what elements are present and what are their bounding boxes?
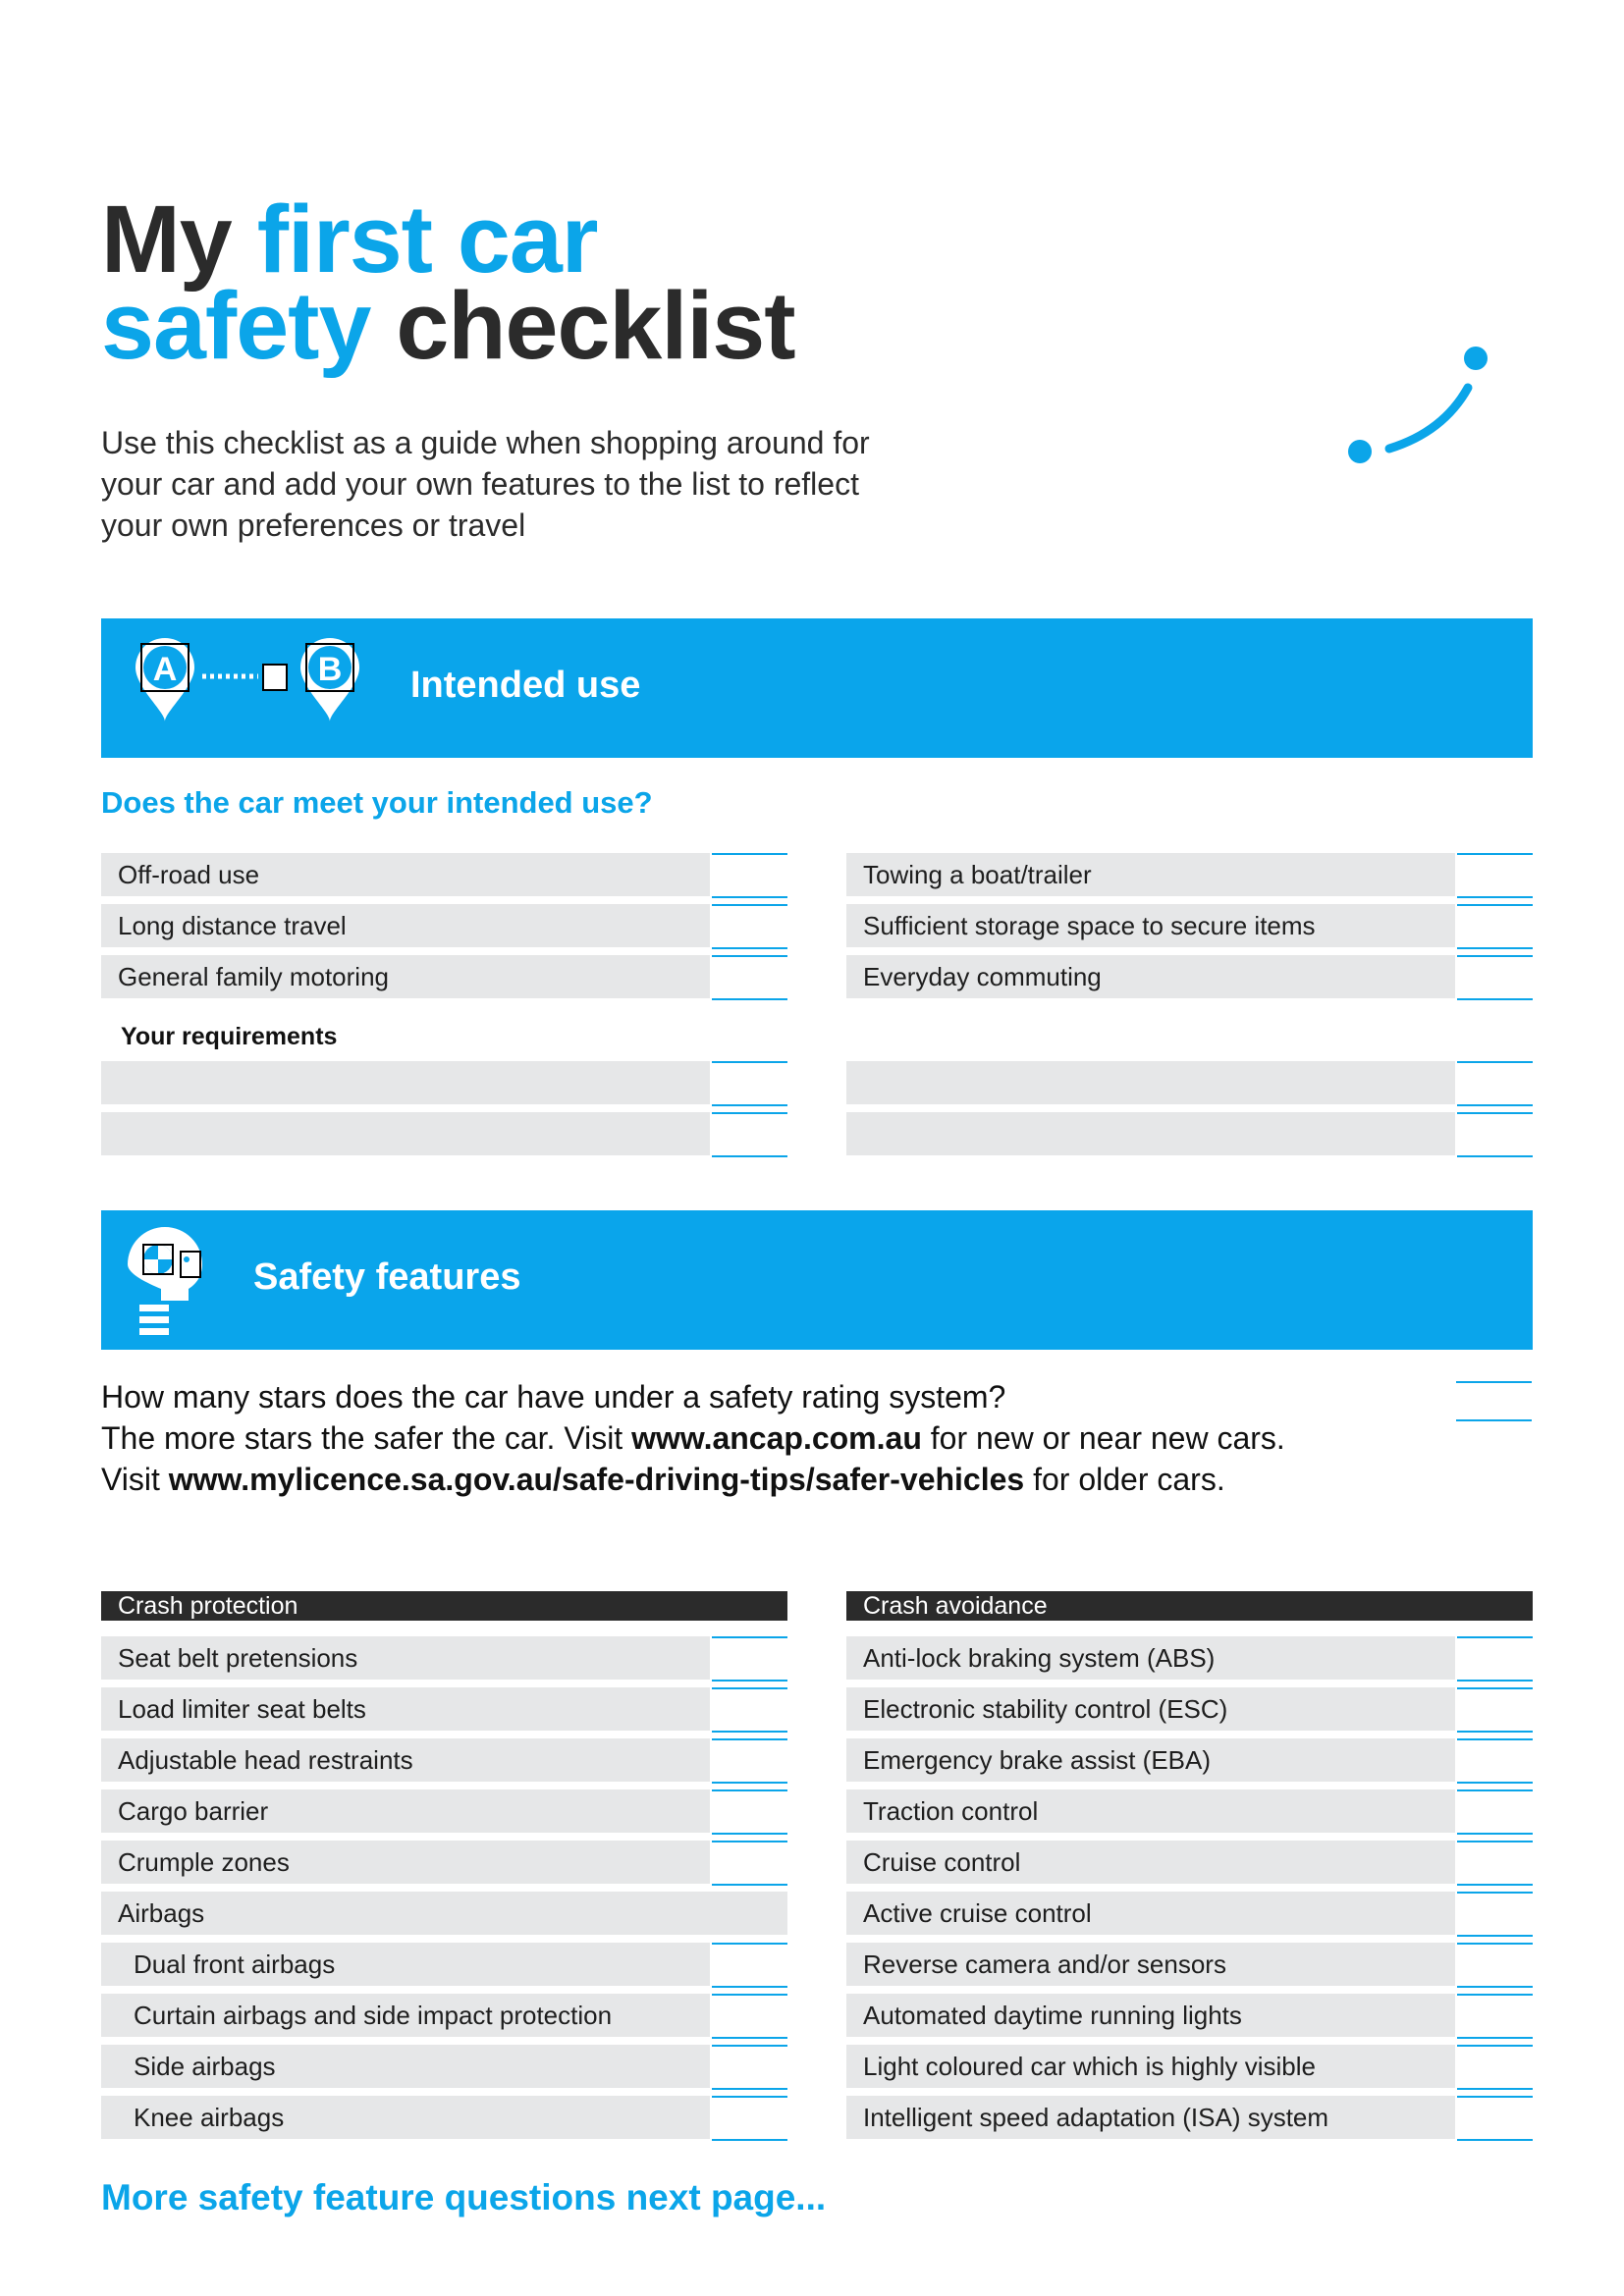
checkbox-line[interactable] xyxy=(712,1155,787,1157)
checkbox-line[interactable] xyxy=(1457,1841,1533,1842)
list-item: Electronic stability control (ESC) xyxy=(846,1687,1533,1738)
checkbox-line[interactable] xyxy=(712,1841,787,1842)
smile-logo-icon xyxy=(1335,339,1492,466)
checkbox-line[interactable] xyxy=(712,1636,787,1638)
list-item: Everyday commuting xyxy=(846,955,1533,1006)
list-item: Long distance travel xyxy=(101,904,787,955)
svg-text:A: A xyxy=(152,651,178,688)
crash-avoidance-heading: Crash avoidance xyxy=(846,1591,1533,1621)
checkbox-line[interactable] xyxy=(712,1833,787,1835)
checkbox-line[interactable] xyxy=(712,1782,787,1784)
list-item: Off-road use xyxy=(101,853,787,904)
checkbox-line[interactable] xyxy=(712,1884,787,1886)
checkbox-line[interactable] xyxy=(1457,904,1533,906)
list-item: Emergency brake assist (EBA) xyxy=(846,1738,1533,1789)
blank-row[interactable] xyxy=(846,1112,1533,1163)
checkbox-line[interactable] xyxy=(1457,2096,1533,2098)
checkbox-line[interactable] xyxy=(1457,1986,1533,1988)
list-item: Cruise control xyxy=(846,1841,1533,1892)
svg-text:B: B xyxy=(317,651,343,688)
checkbox-line[interactable] xyxy=(712,2045,787,2047)
checkbox-line[interactable] xyxy=(712,1061,787,1063)
checkbox-line[interactable] xyxy=(1457,1687,1533,1689)
checkbox-line[interactable] xyxy=(1457,1884,1533,1886)
checkbox-line[interactable] xyxy=(1457,1935,1533,1937)
list-item: Knee airbags xyxy=(101,2096,787,2147)
checkbox-line[interactable] xyxy=(1457,896,1533,898)
checkbox-line[interactable] xyxy=(1457,1155,1533,1157)
list-item: Intelligent speed adaptation (ISA) system xyxy=(846,2096,1533,2147)
checkbox-line[interactable] xyxy=(712,947,787,949)
intended-use-banner xyxy=(101,618,1533,758)
checkbox-line[interactable] xyxy=(1457,1833,1533,1835)
crash-protection-heading: Crash protection xyxy=(101,1591,787,1621)
page-title: My first car safety checklist xyxy=(101,186,795,379)
checkbox-line[interactable] xyxy=(712,2139,787,2141)
list-item: Dual front airbags xyxy=(101,1943,787,1994)
checkbox-line[interactable] xyxy=(1457,1061,1533,1063)
route-a-to-b-icon xyxy=(126,633,371,741)
safety-features-banner xyxy=(101,1210,1533,1350)
star-rating-text: How many stars does the car have under a safety rating system? The more stars the safer the car. Visit www.ancap.com.au for new or near new cars. Visit www.mylicence.sa.gov.au/safe-driving-tips/safer-vehicles for older cars. xyxy=(101,1379,1285,1497)
intro-text: Use this checklist as a guide when shopping around for your car and add your own features to the list to reflect your own preferences or travel xyxy=(101,425,870,543)
list-item-airbags-group: Airbags xyxy=(101,1892,787,1943)
intended-use-question: Does the car meet your intended use? xyxy=(101,785,653,820)
checkbox-line[interactable] xyxy=(712,1789,787,1791)
checkbox-line[interactable] xyxy=(1457,1782,1533,1784)
checkbox-line[interactable] xyxy=(1457,2088,1533,2090)
checkbox-line[interactable] xyxy=(1457,1104,1533,1106)
checkbox-line[interactable] xyxy=(712,896,787,898)
blank-row[interactable] xyxy=(846,1061,1533,1112)
list-item: Light coloured car which is highly visible xyxy=(846,2045,1533,2096)
crash-test-dummy-icon xyxy=(126,1222,224,1340)
blank-row[interactable] xyxy=(101,1112,787,1163)
checkbox-line[interactable] xyxy=(1457,2139,1533,2141)
list-item: Adjustable head restraints xyxy=(101,1738,787,1789)
list-item: Reverse camera and/or sensors xyxy=(846,1943,1533,1994)
checkbox-line[interactable] xyxy=(712,1112,787,1114)
checkbox-line[interactable] xyxy=(1457,1636,1533,1638)
your-requirements-label: Your requirements xyxy=(121,1023,338,1050)
checkbox-line[interactable] xyxy=(712,1731,787,1733)
checkbox-line[interactable] xyxy=(712,2088,787,2090)
checkbox-line[interactable] xyxy=(1457,2037,1533,2039)
checkbox-line[interactable] xyxy=(1457,1789,1533,1791)
checkbox-line[interactable] xyxy=(712,1680,787,1682)
checkbox-line[interactable] xyxy=(1457,1731,1533,1733)
checkbox-line[interactable] xyxy=(712,904,787,906)
intended-use-right-list xyxy=(846,853,1533,1006)
requirements-right-list xyxy=(846,1061,1533,1163)
list-item: Cargo barrier xyxy=(101,1789,787,1841)
checkbox-line[interactable] xyxy=(712,853,787,855)
checkbox-line[interactable] xyxy=(1457,1112,1533,1114)
list-item: Side airbags xyxy=(101,2045,787,2096)
list-item: Load limiter seat belts xyxy=(101,1687,787,1738)
checkbox-line[interactable] xyxy=(712,1943,787,1945)
checkbox-line[interactable] xyxy=(712,1986,787,1988)
list-item: Active cruise control xyxy=(846,1892,1533,1943)
checkbox-line[interactable] xyxy=(1457,1994,1533,1996)
list-item: Crumple zones xyxy=(101,1841,787,1892)
blank-row[interactable] xyxy=(101,1061,787,1112)
list-item: Traction control xyxy=(846,1789,1533,1841)
list-item: Towing a boat/trailer xyxy=(846,853,1533,904)
checkbox-line[interactable] xyxy=(1457,998,1533,1000)
crash-protection-list xyxy=(101,1636,787,2147)
checkbox-line[interactable] xyxy=(1457,1680,1533,1682)
intended-use-left-list xyxy=(101,853,787,1006)
list-item: Curtain airbags and side impact protection xyxy=(101,1994,787,2045)
checkbox-line[interactable] xyxy=(1457,1943,1533,1945)
checkbox-line[interactable] xyxy=(1457,853,1533,855)
requirements-left-list xyxy=(101,1061,787,1163)
checkbox-line[interactable] xyxy=(712,1994,787,1996)
star-rating-answer-line[interactable] xyxy=(1456,1381,1532,1383)
checkbox-line[interactable] xyxy=(1457,2045,1533,2047)
checkbox-line[interactable] xyxy=(712,955,787,957)
checkbox-line[interactable] xyxy=(1457,1892,1533,1894)
checkbox-line[interactable] xyxy=(712,2037,787,2039)
ancap-link[interactable]: www.ancap.com.au xyxy=(631,1420,922,1456)
safety-features-title: Safety features xyxy=(253,1256,521,1298)
checkbox-line[interactable] xyxy=(712,998,787,1000)
checkbox-line[interactable] xyxy=(1457,1738,1533,1740)
checkbox-line[interactable] xyxy=(712,1738,787,1740)
checkbox-line[interactable] xyxy=(712,2096,787,2098)
star-rating-answer-line[interactable] xyxy=(1456,1419,1532,1421)
list-item: Anti-lock braking system (ABS) xyxy=(846,1636,1533,1687)
crash-avoidance-list xyxy=(846,1636,1533,2147)
intended-use-title: Intended use xyxy=(410,665,641,706)
list-item: General family motoring xyxy=(101,955,787,1006)
checkbox-line[interactable] xyxy=(712,1104,787,1106)
checkbox-line[interactable] xyxy=(712,1687,787,1689)
list-item: Sufficient storage space to secure items xyxy=(846,904,1533,955)
list-item: Seat belt pretensions xyxy=(101,1636,787,1687)
checkbox-line[interactable] xyxy=(1457,955,1533,957)
next-page-note: More safety feature questions next page... xyxy=(101,2177,827,2217)
list-item: Automated daytime running lights xyxy=(846,1994,1533,2045)
mylicence-link[interactable]: www.mylicence.sa.gov.au/safe-driving-tips/safer-vehicles xyxy=(168,1462,1025,1497)
checkbox-line[interactable] xyxy=(1457,947,1533,949)
